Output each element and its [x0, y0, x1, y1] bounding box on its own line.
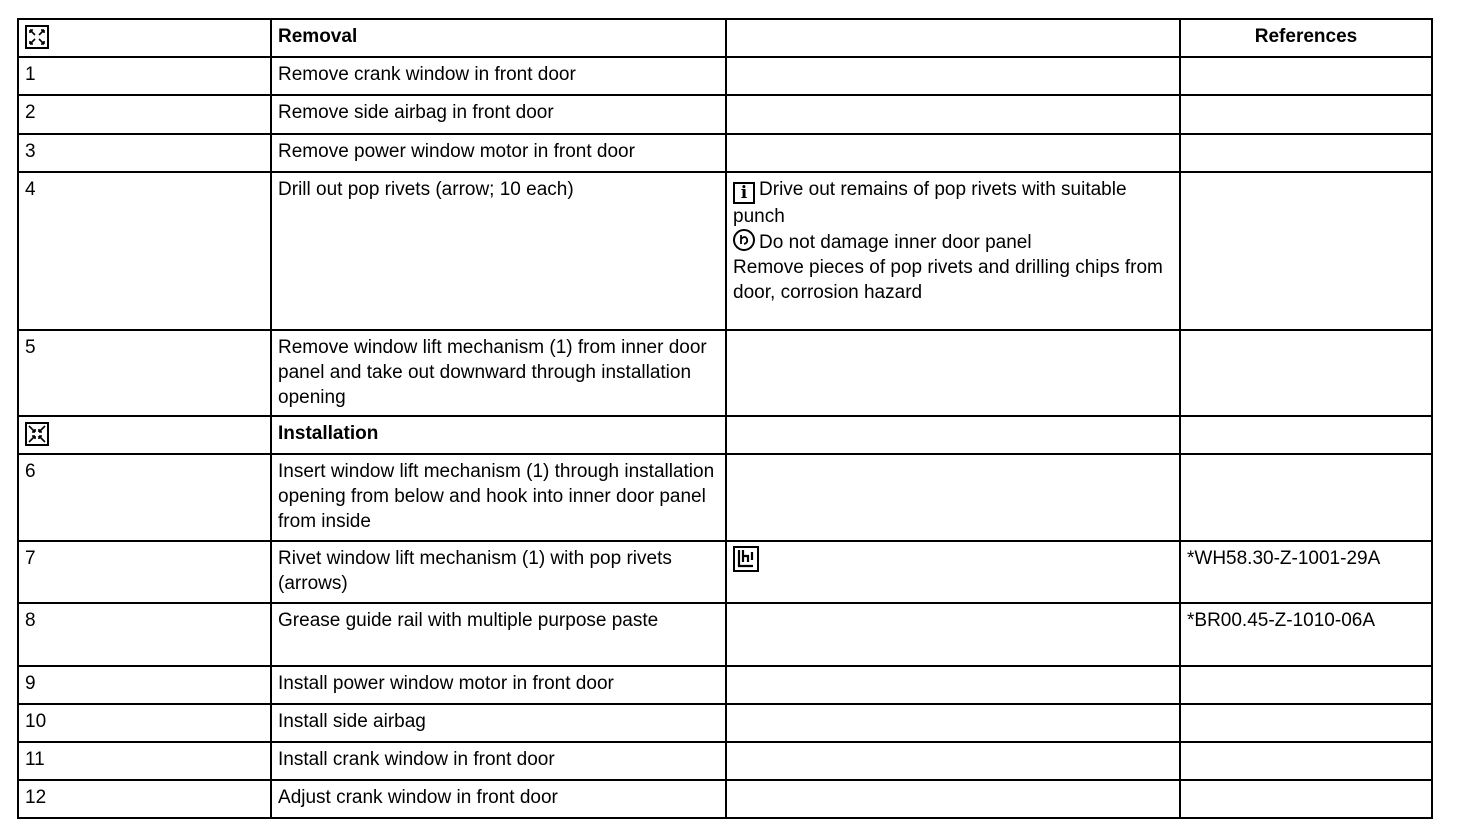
step-reference: [1180, 780, 1432, 818]
header-row: [18, 19, 1432, 57]
step-number: 10: [18, 704, 271, 742]
extra-note: Remove pieces of pop rivets and drilling chips from door, corrosion hazard: [733, 257, 1163, 303]
step-notes: [726, 541, 1180, 603]
step-reference: [1180, 666, 1432, 704]
table-row: [18, 780, 1432, 818]
step-text: Remove side airbag in front door: [271, 95, 726, 134]
step-reference: [1180, 95, 1432, 134]
step-notes: [726, 57, 1180, 95]
step-reference: [1180, 134, 1432, 172]
step-text: Remove power window motor in front door: [271, 134, 726, 172]
table-row: [18, 541, 1432, 603]
table-row: [18, 454, 1432, 541]
installation-icon-cell: [18, 416, 271, 454]
table-row: [18, 57, 1432, 95]
installation-header-row: [18, 416, 1432, 454]
step-reference: [1180, 704, 1432, 742]
step-reference: [1180, 454, 1432, 541]
step-notes: [726, 666, 1180, 704]
step-number: 2: [18, 95, 271, 134]
step-number: 9: [18, 666, 271, 704]
table-row: [18, 603, 1432, 666]
step-number: 12: [18, 780, 271, 818]
references-heading: References: [1180, 19, 1432, 57]
step-notes: [726, 330, 1180, 416]
step-notes: [726, 172, 1180, 330]
table-row: [18, 704, 1432, 742]
info-icon: i: [733, 182, 755, 204]
step-text: Install side airbag: [271, 704, 726, 742]
table-row: [18, 95, 1432, 134]
step-notes: [726, 134, 1180, 172]
table-row: [18, 172, 1432, 330]
step-number: 5: [18, 330, 271, 416]
step-reference[interactable]: *BR00.45-Z-1010-06A: [1180, 603, 1432, 666]
info-note: [733, 177, 1173, 229]
step-text: Rivet window lift mechanism (1) with pop rivets (arrows): [271, 541, 726, 603]
step-number: 8: [18, 603, 271, 666]
step-text: Install power window motor in front door: [271, 666, 726, 704]
step-notes: [726, 780, 1180, 818]
procedure-table: [17, 18, 1433, 819]
step-notes: [726, 416, 1180, 454]
step-notes: [726, 454, 1180, 541]
caution-icon: [733, 229, 755, 251]
step-text: Grease guide rail with multiple purpose paste: [271, 603, 726, 666]
step-text: Insert window lift mechanism (1) through installation opening from below and hook into inner door panel from inside: [271, 454, 726, 541]
header-icon-cell: [18, 19, 271, 57]
step-text: Remove window lift mechanism (1) from inner door panel and take out downward through installation opening: [271, 330, 726, 416]
step-notes: [726, 704, 1180, 742]
step-notes: [726, 742, 1180, 780]
info-note-text: Drive out remains of pop rivets with suitable punch: [733, 179, 1127, 227]
table-row: [18, 742, 1432, 780]
table-row: [18, 330, 1432, 416]
tool-icon: [733, 546, 759, 572]
step-text: Adjust crank window in front door: [271, 780, 726, 818]
caution-note-text: Do not damage inner door panel: [759, 232, 1032, 253]
step-notes: [726, 95, 1180, 134]
step-number: 1: [18, 57, 271, 95]
removal-heading: Removal: [271, 19, 726, 57]
installation-heading: Installation: [271, 416, 726, 454]
step-number: 3: [18, 134, 271, 172]
step-reference: [1180, 416, 1432, 454]
header-notes-cell: [726, 19, 1180, 57]
step-text: Drill out pop rivets (arrow; 10 each): [271, 172, 726, 330]
step-notes: [726, 603, 1180, 666]
step-number: 4: [18, 172, 271, 330]
step-text: Install crank window in front door: [271, 742, 726, 780]
step-reference: [1180, 172, 1432, 330]
caution-note: [733, 229, 1173, 255]
step-number: 11: [18, 742, 271, 780]
table-row: [18, 134, 1432, 172]
step-reference[interactable]: *WH58.30-Z-1001-29A: [1180, 541, 1432, 603]
installation-arrows-in-icon: [25, 422, 49, 446]
table-row: [18, 666, 1432, 704]
removal-arrows-out-icon: [25, 25, 49, 49]
step-text: Remove crank window in front door: [271, 57, 726, 95]
step-reference: [1180, 742, 1432, 780]
step-number: 7: [18, 541, 271, 603]
step-number: 6: [18, 454, 271, 541]
step-reference: [1180, 57, 1432, 95]
step-reference: [1180, 330, 1432, 416]
